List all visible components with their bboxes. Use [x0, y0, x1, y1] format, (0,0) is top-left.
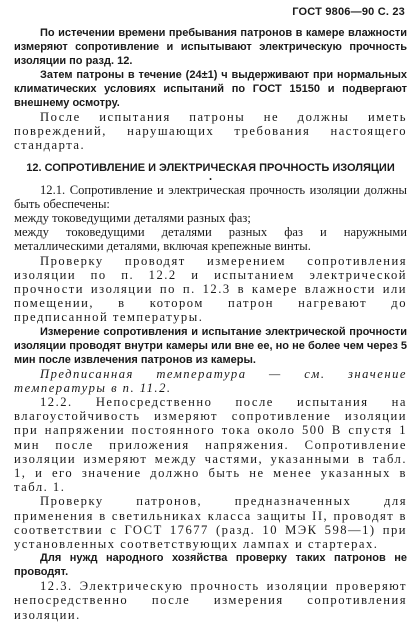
section-heading-12: 12. СОПРОТИВЛЕНИЕ И ЭЛЕКТРИЧЕСКАЯ ПРОЧНОСТЬ ИЗОЛЯЦИИ — [26, 161, 395, 174]
page-header: ГОСТ 9806—90 С. 23 — [292, 6, 405, 18]
paragraph-check-method: Проверку проводят измерением сопротивления изоляции по п. 12.2 и испытанием электрической прочности изоляции по п. 12.3 в камере влажности или помещении, в котором патрон нагревают до предписанной температуры. — [14, 253, 407, 325]
paragraph-national-economy: Для нужд народного хозяйства проверку таких патронов не проводят. — [14, 552, 407, 579]
paragraph-12-2: 12.2. Непосредственно после испытания на влагоустойчивость измеряют сопротивление изоляции при напряжении постоянного тока около 500 В спустя 1 мин после приложения напряжения. Сопротивление изоляции измеряют между частями, указанными в табл. 1, и его значение должно быть не менее указанных в табл. 1. — [14, 395, 407, 495]
paragraph-measure-location: Измерение сопротивления и испытание электрической прочности изоляции проводят внутри камеры или вне ее, но не более чем через 5 мин после извлечения патронов из камеры. — [14, 325, 407, 366]
dot-mark: • — [209, 174, 212, 184]
paragraph-no-damage: После испытания патроны не должны иметь повреждений, нарушающих требования настоящего стандарта. — [14, 110, 407, 153]
paragraph-humidity-measure: По истечении времени пребывания патронов в камере влажности измеряют сопротивление и испытывают электрическую прочность изоляции по разд. 12. — [14, 27, 407, 67]
paragraph-12-1: 12.1. Сопротивление и электрическая прочность изоляции должны быть обеспечены: — [14, 182, 407, 211]
paragraph-class-ii: Проверку патронов, предназначенных для применения в светильниках класса защиты II, проводят в соответствии с ГОСТ 17677 (разд. 10 МЭК 598—1) при установленных соответствующих лампах и стартерах. — [14, 494, 407, 552]
paragraph-prescribed-temp: Предписанная температура — см. значение температуры в п. 11.2. — [14, 366, 407, 395]
paragraph-list-metal: между токоведущими деталями разных фаз и наружными металлическими деталями, включая крепежные винты. — [14, 225, 407, 254]
paragraph-list-phases: между токоведущими деталями разных фаз; — [14, 211, 251, 226]
document-body — [14, 26, 407, 622]
paragraph-12-3: 12.3. Электрическую прочность изоляции проверяют непосредственно после измерения сопротивления изоляции. — [14, 579, 407, 622]
paragraph-climate-hold: Затем патроны в течение (24±1) ч выдерживают при нормальных климатических условиях испытаний по ГОСТ 15150 и подвергают внешнему осмотру. — [14, 69, 407, 109]
